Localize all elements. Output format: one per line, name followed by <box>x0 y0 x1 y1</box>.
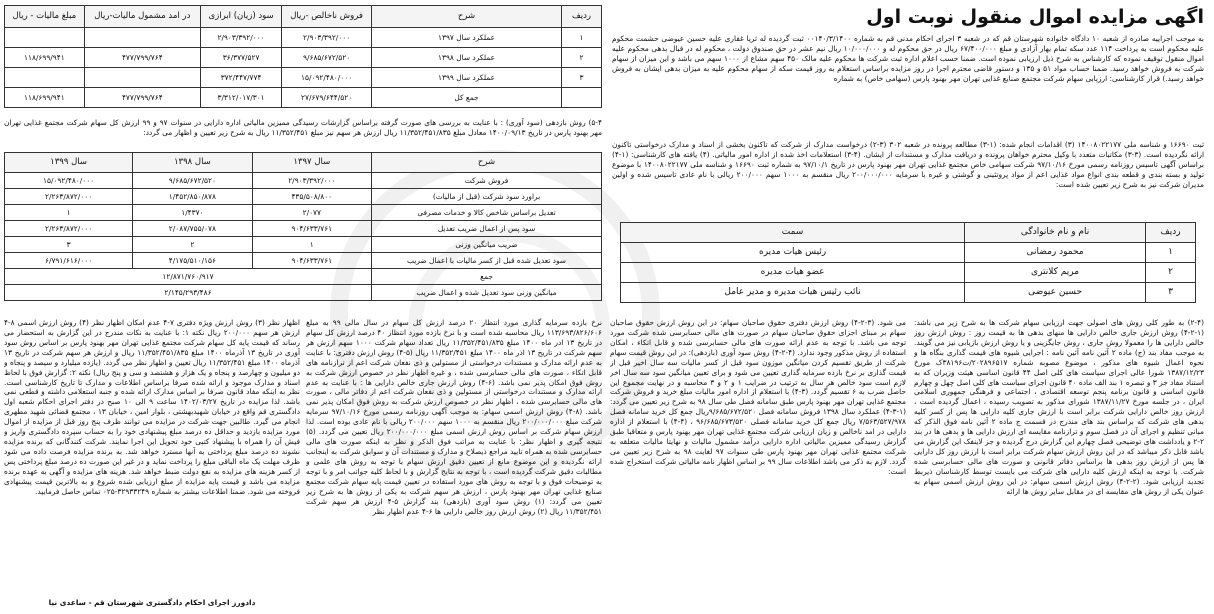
table-cell <box>5 68 85 88</box>
table-row <box>5 88 602 108</box>
table-cell: جمع <box>372 269 602 285</box>
table-row <box>621 263 1196 283</box>
table-row <box>5 221 602 237</box>
table-cell: ۴/۱۷۵/۵۱۰/۱۵۶ <box>133 253 252 269</box>
table-cell: ۲ <box>562 48 602 68</box>
table-cell: ۲۷/۶۷۹/۶۴۴/۵۲۰ <box>282 88 372 108</box>
table-row <box>5 173 602 189</box>
table-cell: ۱۵/۰۹۲/۴۸۰/۰۰۰ <box>5 173 133 189</box>
table-cell: ۲/۲۶۳/۸۷۲/۰۰۰ <box>5 189 133 205</box>
table-cell: جمع کل <box>372 88 562 108</box>
table-cell <box>5 28 85 48</box>
profit-header: سال ۱۳۹۷ <box>252 153 371 173</box>
table-cell: ۱۱۸/۶۹۹/۹۴۱ <box>5 48 85 68</box>
table-cell: عملکرد سال ۱۳۹۸ <box>372 48 562 68</box>
table-cell: ۳۷۲/۴۴۷/۷۷۴ <box>200 68 281 88</box>
table-cell: تعدیل براساس شاخص کالا و خدمات مصرفی <box>372 205 602 221</box>
table-cell: ۱/۴۵۲/۸۵۰/۸۷۸ <box>133 189 252 205</box>
table-cell: ۲/۰۸۷/۷۵۵/۰۷۸ <box>133 221 252 237</box>
managers-header-row <box>621 223 1196 243</box>
table-row <box>621 283 1196 303</box>
table-cell: ۱ <box>1146 243 1196 263</box>
signature: دادورز اجرای احکام دادگستری شهرستان قم - ساعدی نیا <box>48 598 256 607</box>
column-d-text: اظهار نظر (۳) روش ارزش ویژه دفتری ۷-۴ عدم امکان اظهار نظر (۴) روش ارزش اسمی ۸-۴ ارزش هر سهم ۲۰۰/۰۰۰ ریال نکته ۱: با عنایت به نکات مندرج در این گزارش به استحضار می رساند که قیمت پایه کل سهام شرکت مجتمع غذایی تهران مهر بهنود پارس بر اساس روش سود آوری در تاریخ ۱۳ آذرماه ۱۴۰۰ مبلغ ۱۱/۳۵۲/۴۵۱/۸۳۵ ریال و ارزش هر سهم شرکت در تاریخ ۱۳ آذرماه ۱۴۰۰ مبلغ ۱۱/۳۵۲/۴۵۱ ریال تعیین و اظهار نظر می گردد. (یازده میلیارد و سیصد و پنجاه و دو میلیون و چهارصد و پنجاه و یک هزار و هشتصد و سی و پنج ریال) نکته ۲: گزارش فوق با لحاظ اسناد و مدارک موجود و ارائه شده صرفا براساس اطلاعات و مدارک تا تاریخ کارشناسی است. نظر به اینکه مفاد قانون صرفا بر اساس مدارک ارائه شده و جنبه استعلامی داشته و قطعی نمی باشد. لذا مزایده در تاریخ ۱۴۰۲/۰۳/۲۷ ساعت ۹ الی ۱۰ صبح در دفتر اجرای احکام شعبه اول دادگستری قم واقع در خیابان شهیدبهشتی ، بلوار امین ، خیابان ۱۳ ، مجتمع قضائی شهید مطهری انجام می گیرد. طالبین جهت شرکت در مزایده می توانند ظرف پنج روز قبل از مزایده از اموال مورد مزایده بازدید و حداقل ده درصد مبلغ پیشنهادی خود را به حساب سپرده دادگستری واریز و فیش آن را همراه با پیشنهاد کتبی خود تحویل این اجرا نمایند. شرکت کنندگانی که برنده مزایده نشوند ده درصد مبلغ پرداختی به آنها مسترد خواهد شد. به برنده مزایده فرصت داده می شود ظرف مهلت یک ماه الباقی مبلغ را پرداخت نماید و در غیر این صورت ده درصد مبلغ پرداختی پس از کسر هزینه های مزایده به نفع دولت ضبط خواهد شد. هزینه های مزایده و آگهی به عهده برنده مزایده می باشد و قیمت پایه مزایده از مبلغ ارزیابی شده شروع و به بالاترین قیمت پیشنهادی فروخته می شود. ضمنا اطلاعات بیشتر به شماره ۳۲۹۳۳۲۴۹-۰۲۵ تماس حاصل فرمایید. <box>4 318 300 496</box>
table-cell: ۹/۶۸۵/۶۷۲/۵۲۰ <box>282 48 372 68</box>
table-cell <box>562 88 602 108</box>
table-cell: ۳ <box>1146 283 1196 303</box>
table-cell <box>84 68 200 88</box>
table-row <box>5 237 602 253</box>
table-cell: فروش شرکت <box>372 173 602 189</box>
table-cell: ۹۰۴/۶۳۳/۷۶۱ <box>252 253 371 269</box>
table-cell: ۲/۲۶۳/۸۷۲/۰۰۰ <box>5 221 133 237</box>
table-row <box>5 285 602 301</box>
table-cell: نائب رئیس هیات مدیره و مدیر عامل <box>621 283 965 303</box>
fin-header: در امد مشمول مالیات-ریال <box>84 6 200 28</box>
fin-header: شرح <box>372 6 562 28</box>
column-a-text: (۲-۴) به طور کلی روش های اصولی جهت ارزیابی سهام شرکت ها به شرح زیر می باشد: (۱-۲-۴) روش ارزش جاری خالص دارایی ها منهای بدهی ها به قیمت روز : روش ارزش روز خالص دارایی ها را معمولا روش جاری ، روش جایگزینی و یا روش ارزش بازیابی نیز می گویند. به موجب مفاد بند (ج) ماده ۲ آئین نامه آئین نامه : اجرایی شیوه های قیمت گذاری بنگاه ها و نحوه اعمال شیوه های مذکور ، موضوع مصوبه شماره ۲۰۲۸۹۶۵۱۷/ت۳۸۱۹۶ک مورخ ۱۳۸۷/۱۲/۲۳ شورا عالی اجرای سیاست های کلی اصل ۴۴ قانون اساسی هیئت وزیران که به استناد مفاد جز ۳ و تبصره ۱ بند الف ماده ۴۰ قانون اجرای سیاست های کلی اصل چهل و چهارم قانون اساسی و قانون برنامه پنجم توسعه اقتصادی ، اجتماعی و فرهنگی جمهوری اسلامی ایران ، در جلسه مورخ ۱۳۸۷/۱۱/۲۷ شورای مذکور به تصویب رسیده ، اعمال گردیده است ، ارزش روز خالص دارایی شرکت برابر است با ارزش جاری کلیه دارایی ها پس از کسر کلیه بدهی های شرکت که براساس بند های مندرج در قسمت ج ماده ۲ آئین نامه فوق الذکر که مبانی تنظیم و اجرای آن در فصل سوم و ترازنامه مقایسه ای ارزش دارایی ها و بدهی ها در بند ۲-۲ و یادداشت های توضیحی فصل چهارم این گزارش درج گردیده و جز لاینفک این گزارش می باشد قابل ذکر میباشد که در این روش ارزش سهام شرکت برابر است با ارزش روز کل دارایی ها پس از ارزش روز بدهی ها براساس دفاتر قانونی و صورت های مالی حسابرسی شده شرکت. با توجه به اینکه ارزش کلیه دارایی های شرکت می بایست توسط کارشناسان ذیربط تجدید ارزیابی شود. (۲-۲-۴) روش ارزش اسمی سهام: در این روش ارزش اسمی سهام به عنوان یکی از روش های مقایسه ای در مقابل سایر روش ها ارائه <box>914 318 1204 496</box>
table-cell: ۶/۷۹۱/۶۱۶/۰۰۰ <box>5 253 133 269</box>
profit-note-text: ۵-۴) روش بازدهی (سود آوری) : با عنایت به بررسی های صورت گرفته براساس گزارشات رسیدگی ممیزین مالیاتی اداره دارایی در سنوات ۹۷ و ۹۹ ارزش کل سهام شرکت مجتمع غذایی تهران مهر بهنود پارس در تاریخ ۱۴۰۰/۰۹/۱۳ معادل مبلغ ۱۱/۳۵۲/۴۵۱/۸۳۵ ریال ارزش هر سهم نیز مبلغ ۱۱/۳۵۲/۴۵۱ ریال به شرح زیر تعیین و اظهار می گردد: <box>4 118 602 137</box>
intro-cont-text: ثبت ۱۶۶۹۰ و شناسه ملی ۱۴۰۰۸۰۲۲۱۷۷ (۳) اقدامات انجام شده: (۱-۳) مطالعه پرونده در شعبه ۳۰۲ (۳-۲) درخواست مدارک از شرکت که تاکنون بخشی از اسناد و مدارک درخواستی تاکنون ارائه نگردیده است. (۳-۳) مکاتبات متعدد با وکیل محترم خواهان پرونده و دریافت مدارک و مستندات از ایشان. (۴-۳) استعلامات اخذ شده از اداره امور مالیاتی. (۴) یافته های کارشناسی: (۱-۴) براساس آگهی تاسیس روزنامه رسمی مورخ ۹۷/۱۰/۱۶ شرکت سهامی خاص مجتمع غذایی تهران مهر بهنود پارس در تاریخ ۹۷/۱۰/۱ به شماره ثبت ۱۶۶۹۰ و شناسه ملی ۱۴۰۰۸۰۲۲۱۷۷ با موضوع تولید و بسته بندی و قطعه بندی انواع مواد غذایی اعم از مواد پروتئینی و گوشتی و غیره با سرمایه ۲۰۰/۰۰۰/۰۰۰ ریال منقسم به ۱۰۰۰ سهم ۲۰۰/۰۰۰ ریالی با نام عادی تاسیس شده و اولین مدیران شرکت نیز به شرح زیر تعیین شده است: <box>612 140 1204 189</box>
profit-header: سال ۱۳۹۸ <box>133 153 252 173</box>
column-b <box>610 318 906 612</box>
table-cell: رئیس هیات مدیره <box>621 243 965 263</box>
table-row <box>5 253 602 269</box>
table-cell: ۲/۹۰۳/۳۹۲/۰۰۰ <box>200 28 281 48</box>
table-cell: محمود رمضانی <box>965 243 1146 263</box>
table-cell: میانگین وزنی سود تعدیل شده و اعمال ضریب <box>372 285 602 301</box>
table-cell: ۱۱۸/۶۹۹/۹۴۱ <box>5 88 85 108</box>
table-cell: ضریب میانگین وزنی <box>372 237 602 253</box>
table-cell: حسین عیوضی <box>965 283 1146 303</box>
managers-header: نام و نام خانوادگی <box>965 223 1146 243</box>
table-cell: ۱۲/۸۷۱/۷۶۰/۹۱۷ <box>5 269 372 285</box>
fin-header: ردیف <box>562 6 602 28</box>
table-cell: ۱۵/۰۹۲/۴۸۰/۰۰۰ <box>282 68 372 88</box>
table-cell: مریم کلانتری <box>965 263 1146 283</box>
column-a <box>914 318 1204 612</box>
table-cell: ۱/۴۳۷۰ <box>133 205 252 221</box>
table-row <box>5 205 602 221</box>
profit-table <box>4 152 602 301</box>
fin-header-row <box>5 6 602 28</box>
table-cell: ۹/۶۸۵/۶۷۲/۵۲۰ <box>133 173 252 189</box>
table-cell: ۳/۳۱۲/۰۱۷/۳۰۱ <box>200 88 281 108</box>
intro-continued <box>612 140 1204 220</box>
intro-text: به موجب اجراییه صادره از شعبه ۱۰ دادگاه خانواده شهرستان قم که در شعبه ۳ اجرای احکام مدنی قم به شماره ۰۰۱۴۰/۳/۱۴۰۰ ثبت گردیده له ثریا غفاری علیه حسین عیوضی حشمت محکوم علیه محکوم است به پرداخت ۱۱۴ عدد سکه تمام بهار آزادی و مبلغ ۶۷/۴۰۰/۰۰۰ ریال در حق محکوم له و ۱۰/۰۰۰/۰۰۰ ریال نیم عشر در حق صندوق دولت ، محکوم له در قبال بدهی محکوم علیه اموال منقول توقیف نموده که کارشناس به شرح ذیل ارزیابی نموده است. ضمنا حسب اعلام اداره ثبت شرکت ها محکوم علیه مالک ۴۵۰ سهم مشاع از ۱۰۰۰ سهم می باشد و این میزان از سهام شرکت به فروش خواهد رسید. ضمنا حساب مواد ۵۱ و ۱۳۵ و دستور قاضی محترم اجرا در روز مزایده براساس استعلام به روز قیمت سکه از سهام محکوم علیه به میزان بدهی ایشان به فروش خواهد رسید.) قرار کارشناسی: ارزیابی سهام شرکت مجتمع صنایع غذایی تهران مهر بهنود پارس (سهامی خاص) به شماره <box>612 34 1204 83</box>
column-b-text: می شود. (۳-۲-۴) روش ارزش دفتری حقوق صاحبان سهام: در این روش ارزش حقوق صاحبان سهام بر مبنای اجزای حقوق صاحبان سهام در صورت های مالی حسابرسی شده شرکت مورد توجه می باشد. با توجه به عدم ارائه صورت های مالی حسابرسی شده و قابل اتکاء ، امکان استفاده از روش مذکور وجود ندارد. (۴-۲-۴) روش سود آوری (بازدهی): در این روش قیمت سهام شرکت از طریق تقسیم کردن میانگین موزون سود قبل از کسر مالیات سه سال اخیر قبل از قیمت گذاری بر نرخ بازده سرمایه گذاری تعیین می شود و برای تعیین میانگین سود سه سال اخر لازم است سود خالص هر سال به ترتیب در ضرایب ۱ و ۲ و ۳ محاسبه و در نهایت مجموع این حاصل ضرب به ۶ تقسیم گردد. (۳-۴) با استعلام از اداره امور مالیات مبلغ خرید و فروش شرکت مجتمع غذایی تهران مهر بهنود پارس طبق سامانه فصل طی سال ۹۸ به شرح زیر تعیین می گردد: (۱-۳-۴) عملکرد سال ۱۳۹۸ فروش سامانه فصل ۹/۶۸۵/۶۷۲/۵۲۰ریال جمع کل خرید سامانه فصل ۷/۵۶۳/۵۲۷/۹۷۸ ریال جمع کل خرید سامانه فصلی ۹۶/۶۸۵/۶۷۳/۵۲۰ ، (۴-۴) با استعلام از اداره دارایی در امد ناخالص و زیان ارزیابی شرکت مجتمع غذایی تهران مهر بهنود پارس و متعاقبا طبق گزارش رسیدگی ممیزین مالیاتی اداره دارایی درآمد مشمول مالیات و نهایتا مالیات متعلقه به شرکت مجتمع غذایی تهران مهر بهنود پارس طی سنوات ۹۷ لغایت ۹۸ به شرح زیر تعیین می گردد. لازم به ذکر می باشد اطلاعات سال ۹۹ بر اساس اظهار نامه مالیاتی شرکت استخراج شده است: <box>610 318 906 476</box>
managers-header: سمت <box>621 223 965 243</box>
table-cell: ۲ <box>1146 263 1196 283</box>
financial-table <box>4 5 602 108</box>
table-cell: عضو هیات مدیره <box>621 263 965 283</box>
managers-table <box>620 222 1196 303</box>
table-cell: سود تعدیل شده قبل از کسر مالیات با اعمال ضریب <box>372 253 602 269</box>
table-row <box>5 28 602 48</box>
fin-header: سود (زیان) ابرازی <box>200 6 281 28</box>
fin-header: مبلغ مالیات - ریال <box>5 6 85 28</box>
table-cell: عملکرد سال ۱۳۹۹ <box>372 68 562 88</box>
table-cell: ۳ <box>5 237 133 253</box>
profit-note <box>4 118 602 150</box>
table-cell: ۳۶/۳۷۷/۵۲۷ <box>200 48 281 68</box>
profit-header-row <box>5 153 602 173</box>
table-cell: عملکرد سال ۱۳۹۷ <box>372 28 562 48</box>
fin-header: فروش ناخالص -ریال <box>282 6 372 28</box>
table-cell: ۲/۹۰۳/۳۹۲/۰۰۰ <box>252 173 371 189</box>
table-cell: ۲/۱۴۵/۲۹۳/۴۸۶ <box>5 285 372 301</box>
table-cell: ۲/۰۷۷ <box>252 205 371 221</box>
table-cell: ۹۰۴/۶۳۳/۷۶۱ <box>252 221 371 237</box>
table-cell: ۲/۹۰۳/۳۹۲/۰۰۰ <box>282 28 372 48</box>
column-c-text: نرخ بازده سرمایه گذاری مورد انتظار ۲۰ درصد ارزش کل سهام در سال مالی ۹۹ به مبلغ ۱۱۳/۶۹۳/۸۲۶/۶۰۶ ریال محاسبه شده است و با نرخ بازده مورد انتظار ۴۰ درصد ارزش کل سهام در تاریخ ۱۳ ادر ماه ۱۴۰۰ مبلغ ۱۱/۳۵۲/۴۵۱/۸۳۵ ریال تعداد سهام شرکت ۱۰۰۰ سهم ارزش هر سهم شرکت در تاریخ ۱۳ اذر ماه ۱۴۰۰ مبلغ ۱۱/۳۵۲/۴۵۱ ریال (۵-۴) روش ارزش دفتری: با عنایت به عدم ارائه مدارک و مستندات درخواستی از مستولین و ذی نفعان شرکت اعم از ترازنامه های قابل اتکاء ، صورت های مالی حسابرسی شده ، و غیره اظهار نظر در خصوص ارزش شرکت به روش فوق امکان پذیر نمی باشد. (۶-۴) روش ارزش جاری خالص دارایی ها : با عنایت به عدم ارائه مدارک و مستندات درخواستی از مستولین و ذی نفعان شرکت اعم از دفاتر مالی ، صورت های مالی حسابرسی شده ، اظهار نظر در خصوص ارزش شرکت به روش فوق امکان پذیر نمی باشد. (۸-۴) روش ارزش اسمی سهام: به موجب آگهی روزنامه رسمی مورخ ۹۷/۱۰/۱۶ سرمایه شرکت مبلغ ۲۰۰/۰۰۰/۰۰۰ ریال منقسم به ۱۰۰۰ سهم ۲۰۰/۰۰۰ ریالی با نام عادی بوده است. لذا ارزش سهام شرکت بر اساس روش ارزش اسمی مبلغ ۲۰۰/۰۰۰/۰۰۰ ریال تعیین می گردد. (۵) نتیجه گیری و اظهار نظر: با عنایت به مراتب فوق الذکر و نظر به اینکه صورت های مالی حسابرسی شده به همراه تایید مراجع ذیصلاح و مدارک و مستندات آن و سوابق شرکت به اینجانب ارائه نگردیده و این موضوع مانع از تعیین دقیق ارزش سهام با توجه به روش های علمی و مطالبات دقیق شرکت گردیده است ، با توجه به نتایج گزارش و با لحاظ کلیه جوانب امر و با توجه به توضیحات فوق و با توجه به روش های مورد استفاده در تعیین قیمت پایه سهام شرکت مجتمع صنایع غذایی تهران مهر بهنود پارس ، ارزش هر سهم شرکت به یکی از روش ها به شرح زیر تعیین می گردد: (۱) روش سود آوری (بازدهی) بند گزارش ۵-۴ ارزش هر سهم شرکت ۱۱/۳۵۲/۴۵۱ ریال (۲) روش ارزش روز خالص دارایی ها ۶-۴ عدم اظهار نظر <box>306 318 602 516</box>
managers-header: ردیف <box>1146 223 1196 243</box>
table-row <box>5 68 602 88</box>
table-cell: ۴۷۷/۷۹۹/۷۶۴ <box>84 48 200 68</box>
column-d <box>4 318 300 598</box>
profit-header: شرح <box>372 153 602 173</box>
profit-header: سال ۱۳۹۹ <box>5 153 133 173</box>
table-cell: ۱ <box>562 28 602 48</box>
table-row <box>5 48 602 68</box>
table-cell: ۲ <box>133 237 252 253</box>
table-row <box>5 189 602 205</box>
table-cell: ۱ <box>252 237 371 253</box>
table-cell: سود پس از اعمال ضریب تعدیل <box>372 221 602 237</box>
notice-title: اگهی مزایده اموال منقول نوبت اول <box>866 6 1204 28</box>
table-cell: ۱ <box>5 205 133 221</box>
column-c <box>306 318 602 612</box>
intro-paragraph <box>612 34 1204 138</box>
table-cell: ۴۷۷/۷۹۹/۷۶۴ <box>84 88 200 108</box>
table-cell <box>84 28 200 48</box>
table-cell: ۳ <box>562 68 602 88</box>
table-row <box>621 243 1196 263</box>
table-row <box>5 269 602 285</box>
table-cell: براورد سود شرکت (قبل از مالیات) <box>372 189 602 205</box>
table-cell: ۴۳۵/۵۰۸/۸۰۰ <box>252 189 371 205</box>
